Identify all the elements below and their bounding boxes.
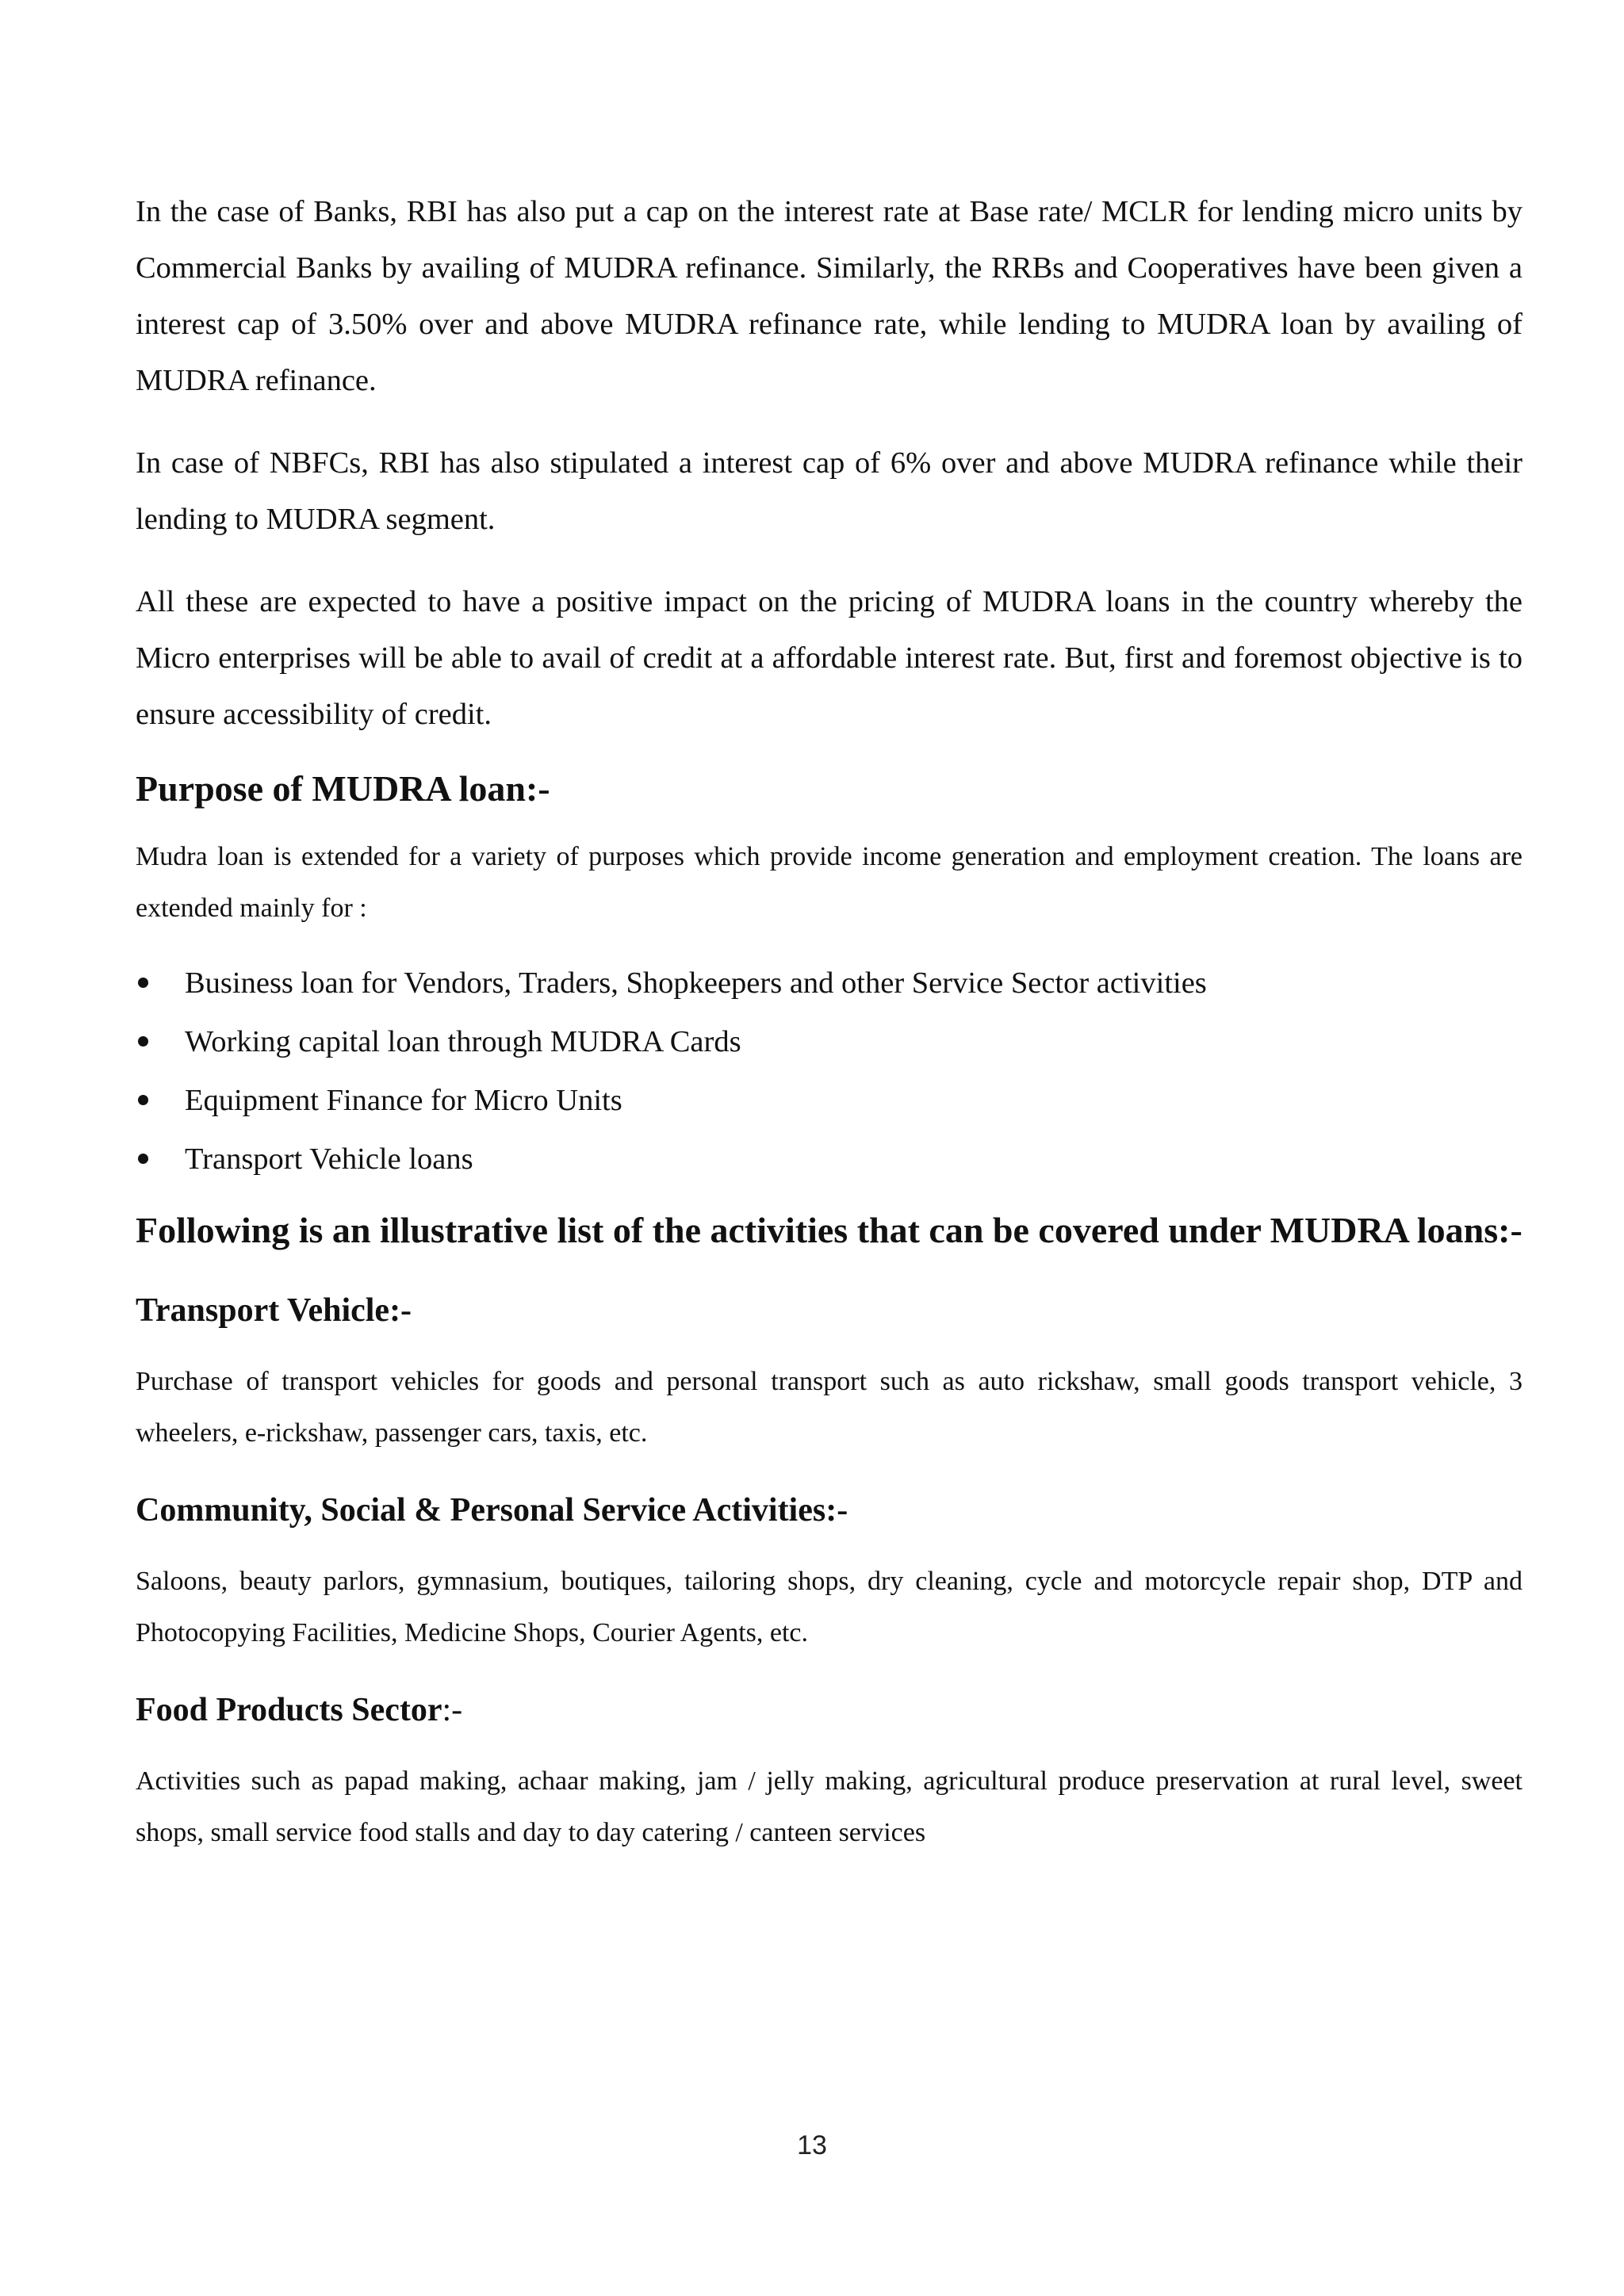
activities-heading: Following is an illustrative list of the activities that can be covered under MUDRA loans:- <box>136 1210 1522 1250</box>
list-item <box>136 1130 1522 1188</box>
purpose-list <box>136 954 1522 1188</box>
bullet-icon <box>138 1036 148 1047</box>
community-text: Saloons, beauty parlors, gymnasium, boutiques, tailoring shops, dry cleaning, cycle and motorcycle repair shop, DTP and Photocopying Facilities, Medicine Shops, Courier Agents, etc. <box>136 1567 1522 1647</box>
list-item-text: Business loan for Vendors, Traders, Shopkeepers and other Service Sector activities <box>185 966 1207 1000</box>
list-item <box>136 1012 1522 1071</box>
list-item-text: Equipment Finance for Micro Units <box>185 1084 622 1117</box>
page-content <box>136 184 1522 1858</box>
food-heading-title: Food Products Sector <box>136 1692 442 1728</box>
list-item-text: Working capital loan through MUDRA Cards <box>185 1025 741 1058</box>
food-heading-suffix: :- <box>442 1692 463 1728</box>
list-item <box>136 954 1522 1012</box>
food-heading <box>136 1686 1522 1734</box>
list-item-text: Transport Vehicle loans <box>185 1142 473 1176</box>
bullet-icon <box>138 978 148 988</box>
purpose-heading: Purpose of MUDRA loan:- <box>136 768 550 809</box>
paragraph-nbfcs: In case of NBFCs, RBI has also stipulated a interest cap of 6% over and above MUDRA refinance while their lending to MUDRA segment. <box>136 446 1522 536</box>
page-number: 13 <box>797 2130 827 2160</box>
bullet-icon <box>138 1095 148 1105</box>
food-text: Activities such as papad making, achaar making, jam / jelly making, agricultural produce preservation at rural level, sweet shops, small service food stalls and day to day catering / canteen services <box>136 1766 1522 1847</box>
list-item <box>136 1071 1522 1130</box>
paragraph-impact: All these are expected to have a positive impact on the pricing of MUDRA loans in the country whereby the Micro enterprises will be able to avail of credit at a affordable interest rate. But, first and foremost objective is to ensure accessibility of credit. <box>136 585 1522 731</box>
purpose-intro: Mudra loan is extended for a variety of purposes which provide income generation and employment creation. The loans are extended mainly for : <box>136 842 1522 923</box>
transport-text: Purchase of transport vehicles for goods and personal transport such as auto rickshaw, small goods transport vehicle, 3 wheelers, e-rickshaw, passenger cars, taxis, etc. <box>136 1367 1522 1448</box>
community-heading: Community, Social & Personal Service Activities:- <box>136 1492 848 1529</box>
paragraph-banks: In the case of Banks, RBI has also put a cap on the interest rate at Base rate/ MCLR for lending micro units by Commercial Banks by availing of MUDRA refinance. Similarly, the RRBs and Cooperatives have been given a interest cap of 3.50% over and above MUDRA refinance rate, while lending to MUDRA loan by availing of MUDRA refinance. <box>136 195 1522 397</box>
bullet-icon <box>138 1154 148 1164</box>
transport-heading: Transport Vehicle:- <box>136 1292 412 1329</box>
